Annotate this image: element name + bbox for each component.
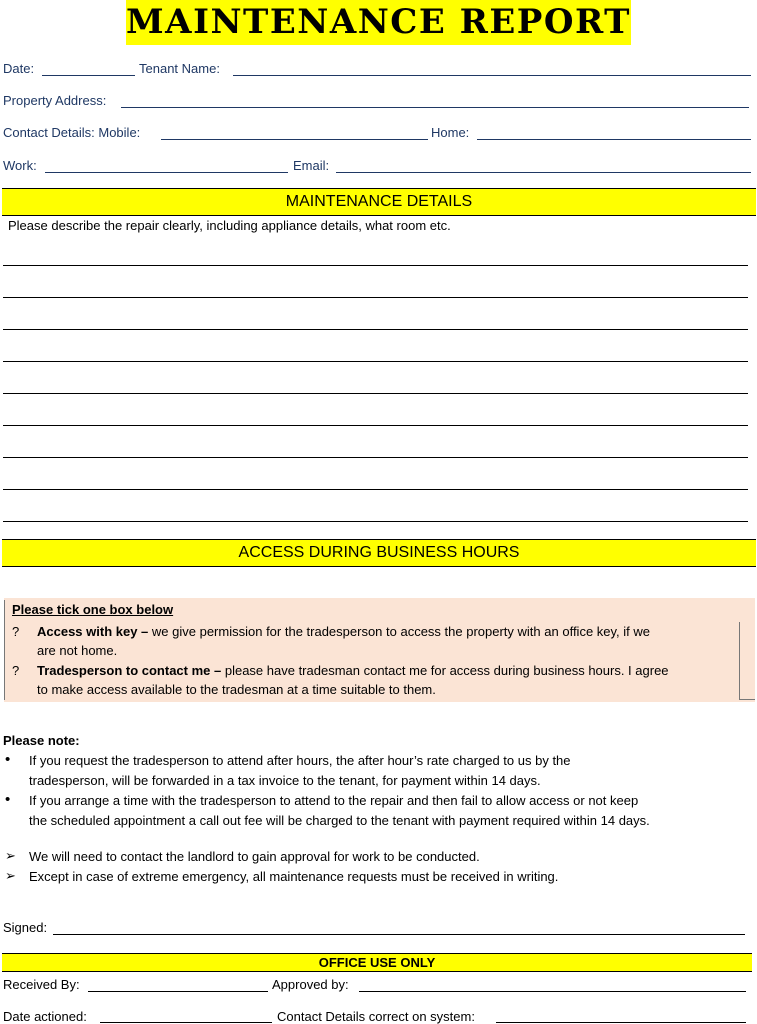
maintenance-instruction: Please describe the repair clearly, including appliance details, what room etc. xyxy=(8,218,451,233)
access-key-text-2: are not home. xyxy=(37,643,118,658)
tenant-name-field[interactable] xyxy=(233,75,751,76)
tradesperson-contact-text-2: to make access available to the tradesman at a time suitable to them. xyxy=(37,682,436,697)
work-label: Work: xyxy=(3,158,37,173)
note-arrow-item: Except in case of extreme emergency, all maintenance requests must be received in writing. xyxy=(29,869,559,884)
office-use-heading: OFFICE USE ONLY xyxy=(2,953,752,972)
tradesperson-contact-checkbox[interactable]: ? xyxy=(12,663,20,678)
mobile-field[interactable] xyxy=(161,139,428,140)
received-by-field[interactable] xyxy=(88,991,268,992)
date-actioned-field[interactable] xyxy=(100,1022,272,1023)
notes-heading: Please note: xyxy=(3,733,80,748)
access-key-checkbox[interactable]: ? xyxy=(12,624,20,639)
report-title: MAINTENANCE REPORT xyxy=(126,0,631,45)
arrow-bullet-icon: ➢ xyxy=(5,848,16,863)
approved-by-field[interactable] xyxy=(359,991,746,992)
panel-left-border xyxy=(4,600,5,700)
home-field[interactable] xyxy=(477,139,751,140)
description-line[interactable] xyxy=(3,425,748,426)
home-label: Home: xyxy=(431,125,470,140)
date-field[interactable] xyxy=(42,75,135,76)
note-bullet-line: the scheduled appointment a call out fee will be charged to the tenant with payment required within 14 days. xyxy=(29,813,650,828)
tradesperson-contact-text: please have tradesman contact me for access during business hours. I agree xyxy=(221,663,669,678)
note-arrow-item: We will need to contact the landlord to gain approval for work to be conducted. xyxy=(29,849,480,864)
description-line[interactable] xyxy=(3,457,748,458)
mobile-label: Contact Details: Mobile: xyxy=(3,125,141,140)
arrow-bullet-icon: ➢ xyxy=(5,868,16,883)
description-line[interactable] xyxy=(3,393,748,394)
date-label: Date: xyxy=(3,61,35,76)
tick-heading: Please tick one box below xyxy=(12,602,174,617)
description-line[interactable] xyxy=(3,361,748,362)
panel-right-border xyxy=(739,622,740,700)
description-line[interactable] xyxy=(3,329,748,330)
contact-correct-field[interactable] xyxy=(496,1022,746,1023)
bullet-icon: • xyxy=(5,791,11,808)
property-address-field[interactable] xyxy=(121,107,749,108)
approved-by-label: Approved by: xyxy=(272,977,349,992)
signature-field[interactable] xyxy=(53,934,745,935)
email-label: Email: xyxy=(293,158,330,173)
maintenance-details-heading: MAINTENANCE DETAILS xyxy=(2,188,756,216)
description-line[interactable] xyxy=(3,521,748,522)
note-bullet-line: tradesperson, will be forwarded in a tax invoice to the tenant, for payment within 14 days. xyxy=(29,773,541,788)
description-line[interactable] xyxy=(3,265,748,266)
panel-bottom-mark xyxy=(739,699,755,700)
description-line[interactable] xyxy=(3,297,748,298)
tradesperson-contact-title: Tradesperson to contact me – xyxy=(37,663,222,678)
signed-label: Signed: xyxy=(3,920,48,935)
access-heading: ACCESS DURING BUSINESS HOURS xyxy=(2,539,756,567)
bullet-icon: • xyxy=(5,751,11,768)
tradesperson-contact-option xyxy=(37,661,737,699)
contact-correct-label: Contact Details correct on system: xyxy=(277,1009,475,1024)
access-key-text: we give permission for the tradesperson to access the property with an office key, if we xyxy=(148,624,651,639)
received-by-label: Received By: xyxy=(3,977,80,992)
note-bullet xyxy=(29,791,754,831)
email-field[interactable] xyxy=(336,172,751,173)
description-line[interactable] xyxy=(3,489,748,490)
work-field[interactable] xyxy=(45,172,288,173)
note-bullet-line: If you arrange a time with the tradesperson to attend to the repair and then fail to allow access or not keep xyxy=(29,793,639,808)
note-bullet-line: If you request the tradesperson to attend after hours, the after hour’s rate charged to us by the xyxy=(29,753,571,768)
access-key-option xyxy=(37,622,737,660)
tenant-name-label: Tenant Name: xyxy=(139,61,220,76)
property-address-label: Property Address: xyxy=(3,93,107,108)
access-key-title: Access with key – xyxy=(37,624,149,639)
note-bullet xyxy=(29,751,749,791)
date-actioned-label: Date actioned: xyxy=(3,1009,87,1024)
